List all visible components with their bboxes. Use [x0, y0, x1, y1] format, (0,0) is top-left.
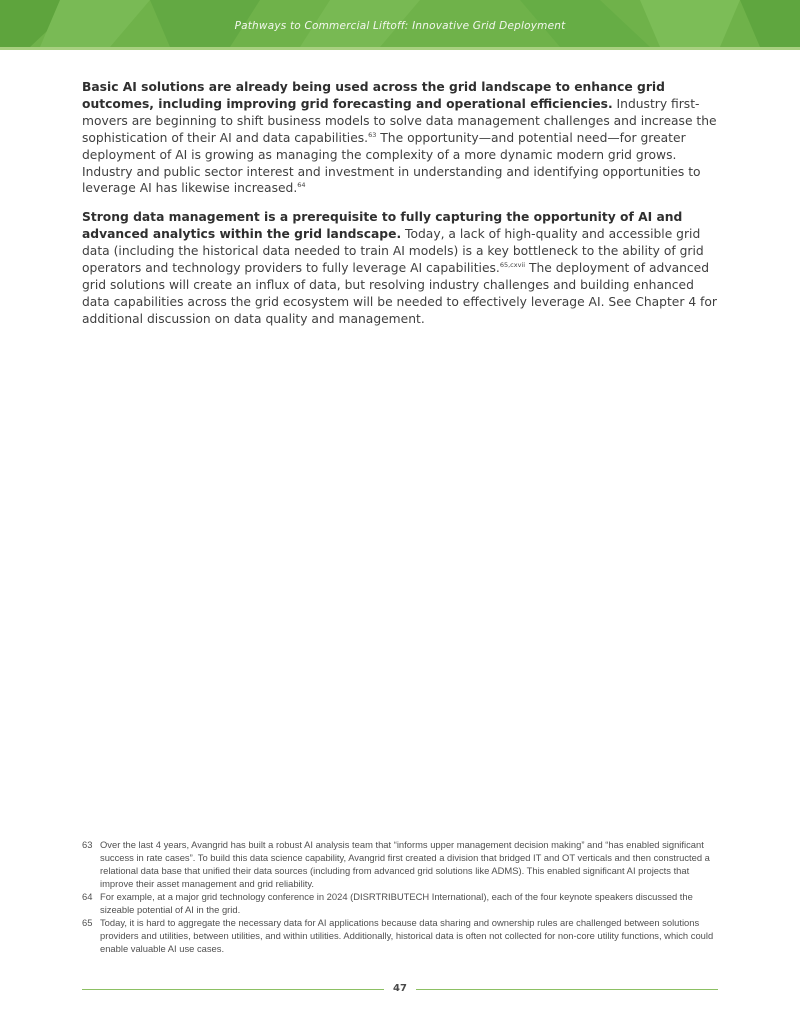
paragraph-text: Industry first-movers are beginning to shift business models to solve data management challenges and increase the sophistication of their AI and data capabilities. — [82, 96, 717, 145]
footnote-number: 64 — [82, 891, 93, 902]
footnote-text: Today, it is hard to aggregate the necessary data for AI applications because data sharing and ownership rules are challenged between solutions providers and utilities, between utilities, and within utilities. Additionally, historical data is often not collected for non-core utility functions, which could enable valuable AI use cases. — [100, 917, 714, 954]
paragraph-data-management — [82, 209, 722, 327]
footer-rule-right — [416, 989, 718, 990]
page-number: 47 — [393, 983, 407, 994]
footnote-ref-63[interactable]: 63 — [368, 130, 377, 139]
footnote-63 — [82, 838, 722, 890]
header-banner — [0, 0, 800, 47]
header-title: Pathways to Commercial Liftoff: Innovative Grid Deployment — [234, 20, 566, 32]
footnote-ref-65[interactable]: 65,cxvii — [499, 261, 526, 270]
footnote-text: For example, at a major grid technology conference in 2024 (DISRTRIBUTECH International), each of the four keynote speakers discussed the sizeable potential of AI in the grid. — [100, 891, 693, 915]
paragraph-ai-solutions — [82, 79, 722, 197]
header-underline — [0, 47, 800, 50]
main-content — [82, 79, 722, 340]
paragraph-text: Today, a lack of high-quality and accessible grid data (including the historical data needed to train AI models) is a key bottleneck to the ability of grid operators and technology providers to fully leverage AI capabilities. — [82, 227, 704, 276]
footnote-text: Over the last 4 years, Avangrid has built a robust AI analysis team that “informs upper management decision making” and “has enabled significant success in rate cases”. To build this data science capability, Avangrid first created a division that bridged IT and OT verticals and then constructed a relational data base that unified their data sources (including from advanced grid solutions like ADMS). This enabled significant AI projects that improve their asset management and grid reliability. — [100, 839, 710, 889]
paragraph-lead: Strong data management is a prerequisite to fully capturing the opportunity of AI and advanced analytics within the grid landscape. — [82, 210, 683, 242]
footnote-65 — [82, 916, 722, 955]
footnotes — [82, 838, 722, 955]
footnote-64 — [82, 890, 722, 916]
footnote-number: 65 — [82, 917, 93, 928]
paragraph-lead: Basic AI solutions are already being used across the grid landscape to enhance grid outcomes, including improving grid forecasting and operational efficiencies. — [82, 80, 665, 111]
footnote-number: 63 — [82, 839, 93, 850]
paragraph-text: The deployment of advanced grid solutions will create an influx of data, but resolving industry challenges and building enhanced data capabilities across the grid ecosystem will be needed to effectively leverage AI. See Chapter 4 for additional discussion on data quality and management. — [82, 261, 717, 326]
paragraph-text: The opportunity—and potential need—for greater deployment of AI is growing as managing the complexity of a more dynamic modern grid grows. Industry and public sector interest and investment in understanding and identifying opportunities to leverage AI has likewise increased. — [82, 130, 701, 196]
footnote-ref-64[interactable]: 64 — [297, 181, 306, 190]
